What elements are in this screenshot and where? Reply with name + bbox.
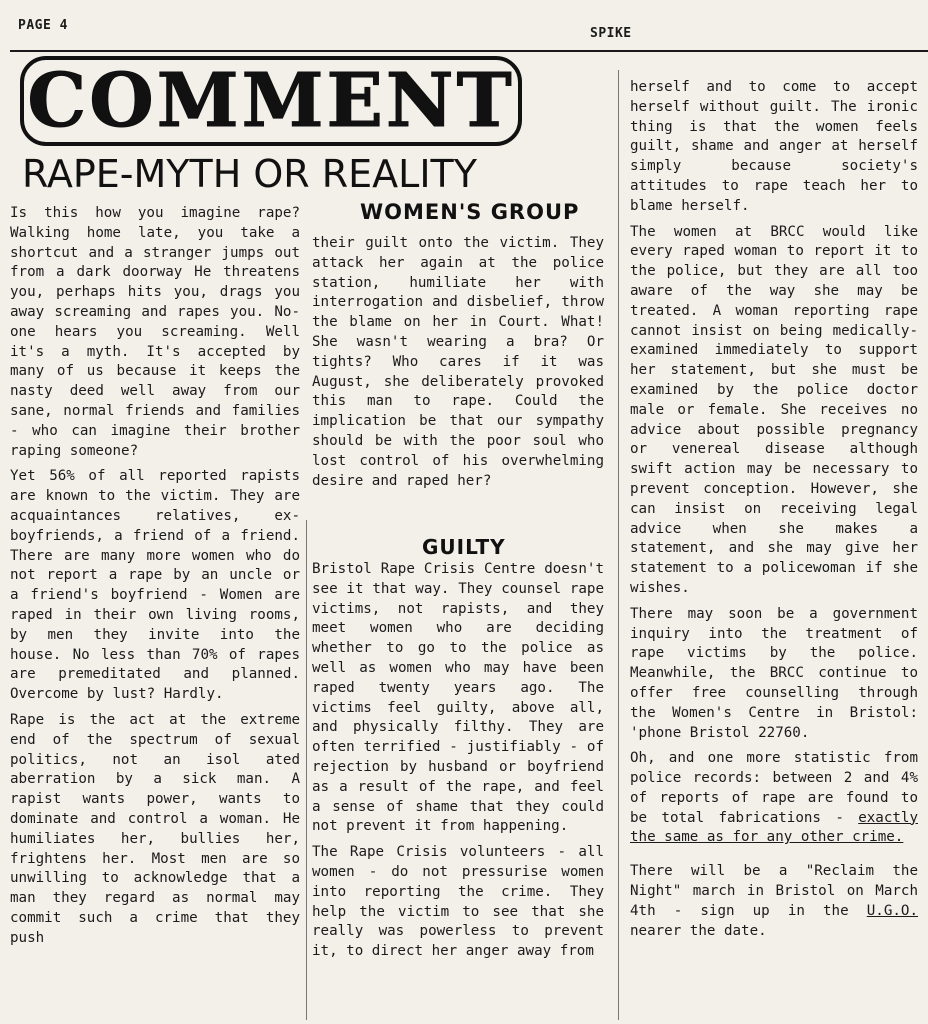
- section-title: COMMENT: [27, 58, 515, 144]
- article-headline: RAPE-MYTH OR REALITY: [22, 152, 477, 196]
- col1-paragraph-1: Is this how you imagine rape? Walking home late, you take a shortcut and a stranger jumps out from a dark doorway He threatens you, perhaps hits you, drags you away screaming and rapes you. No-one hears you screaming. Well it's a myth. It's accepted by many of us because it keeps the nasty deed well away from our sane, normal friends and families - who can imagine their brother raping someone?: [10, 205, 300, 459]
- col2-paragraph-3: The Rape Crisis volunteers - all women - do not pressurise women into reporting the crime. They help the victim to see that she really was powerless to prevent it, to direct her anger away from: [312, 844, 604, 960]
- article-byline: WOMEN'S GROUP: [360, 200, 580, 224]
- article-column-2: [312, 234, 604, 491]
- col3-paragraph-5: [630, 862, 918, 941]
- column-divider-2: [618, 70, 619, 1020]
- comment-banner: [20, 56, 522, 146]
- col1-paragraph-2: Yet 56% of all reported rapists are known to the victim. They are acquaintances relatives, ex-boyfriends, a friend of a friend. There are many more women who do not report a rape by an uncle or a friend's boyfriend - Women are raped in their own living rooms, by men they invite into the house. No less than 70% of rapes are premeditated and planned. Overcome by lust? Hardly.: [10, 468, 300, 703]
- col2-paragraph-2: Bristol Rape Crisis Centre doesn't see it that way. They counsel rape victims, not rapists, and they meet women who are deciding whether to go to the police as well as women who may have been raped twenty years ago. The victims feel guilty, above all, and physically filthy. They are often terrified - justifiably - of rejection by husband or boyfriend as a result of the rape, and feel a sense of shame that they could not prevent it from happening.: [312, 561, 604, 835]
- col3-paragraph-1: herself and to come to accept herself without guilt. The ironic thing is that the women feels guilt, shame and anger at herself simply because society's attitudes to rape teach her to blame herself.: [630, 79, 918, 214]
- col3-p5-emphasis: U.G.O.: [866, 902, 918, 919]
- col3-paragraph-2: The women at BRCC would like every raped woman to report it to the police, but they are all too aware of the way she may be treated. A woman reporting rape cannot insist on being medically-examined immediately to support her statement, but she must be examined by the police doctor male or female. She receives no advice about possible pregnancy or venereal disease although swift action may be necessary to prevent conception. However, she can insist on receiving legal advice when she makes a statement, and she may give her statement to a policewoman if she wishes.: [630, 223, 918, 596]
- col2-paragraph-1: their guilt onto the victim. They attack her again at the police station, humiliate her with interrogation and disbelief, throw the blame on her in Court. What! She wasn't wearing a bra? Or tights? Who cares if it was August, she deliberately provoked this man to rape. Could the implication be that our sympathy should be with the poor soul who lost control of his overwhelming desire and raped her?: [312, 235, 604, 489]
- header-rule: [10, 50, 928, 52]
- article-column-3: [630, 78, 918, 941]
- col3-p5-tail: nearer the date.: [630, 922, 767, 939]
- col3-p4-lead: Oh, and one more statistic from police records: between 2 and 4% of reports of rape are found to be total fabrications -: [630, 750, 918, 826]
- col1-paragraph-3: Rape is the act at the extreme end of the spectrum of sexual politics, not an isol ated aberration by a sick man. A rapist wants power, wants to dominate and control a woman. He humiliates her, bullies her, frightens her. Most men are so unwilling to acknowledge that a man they regard as normal may commit such a crime that they push: [10, 711, 300, 946]
- col3-paragraph-3: There may soon be a government inquiry into the treatment of rape victims by the police. Meanwhile, the BRCC continue to offer free counselling through the Women's Centre in Bristol: 'phone Bristol 22760.: [630, 605, 918, 741]
- col3-p4-emphasis: exactly the same as for any other crime.: [630, 809, 918, 846]
- column-divider-1: [306, 520, 307, 1020]
- subhead-guilty: GUILTY: [422, 535, 506, 559]
- article-column-1: [10, 204, 300, 948]
- page-header: [0, 0, 928, 50]
- article-column-2-continued: [312, 560, 604, 962]
- page-number: PAGE 4: [18, 18, 68, 33]
- paper-name: SPIKE: [590, 26, 632, 41]
- col3-paragraph-4: [630, 749, 918, 848]
- col3-p5-lead: There will be a "Reclaim the Night" march in Bristol on March 4th - sign up in the: [630, 863, 918, 919]
